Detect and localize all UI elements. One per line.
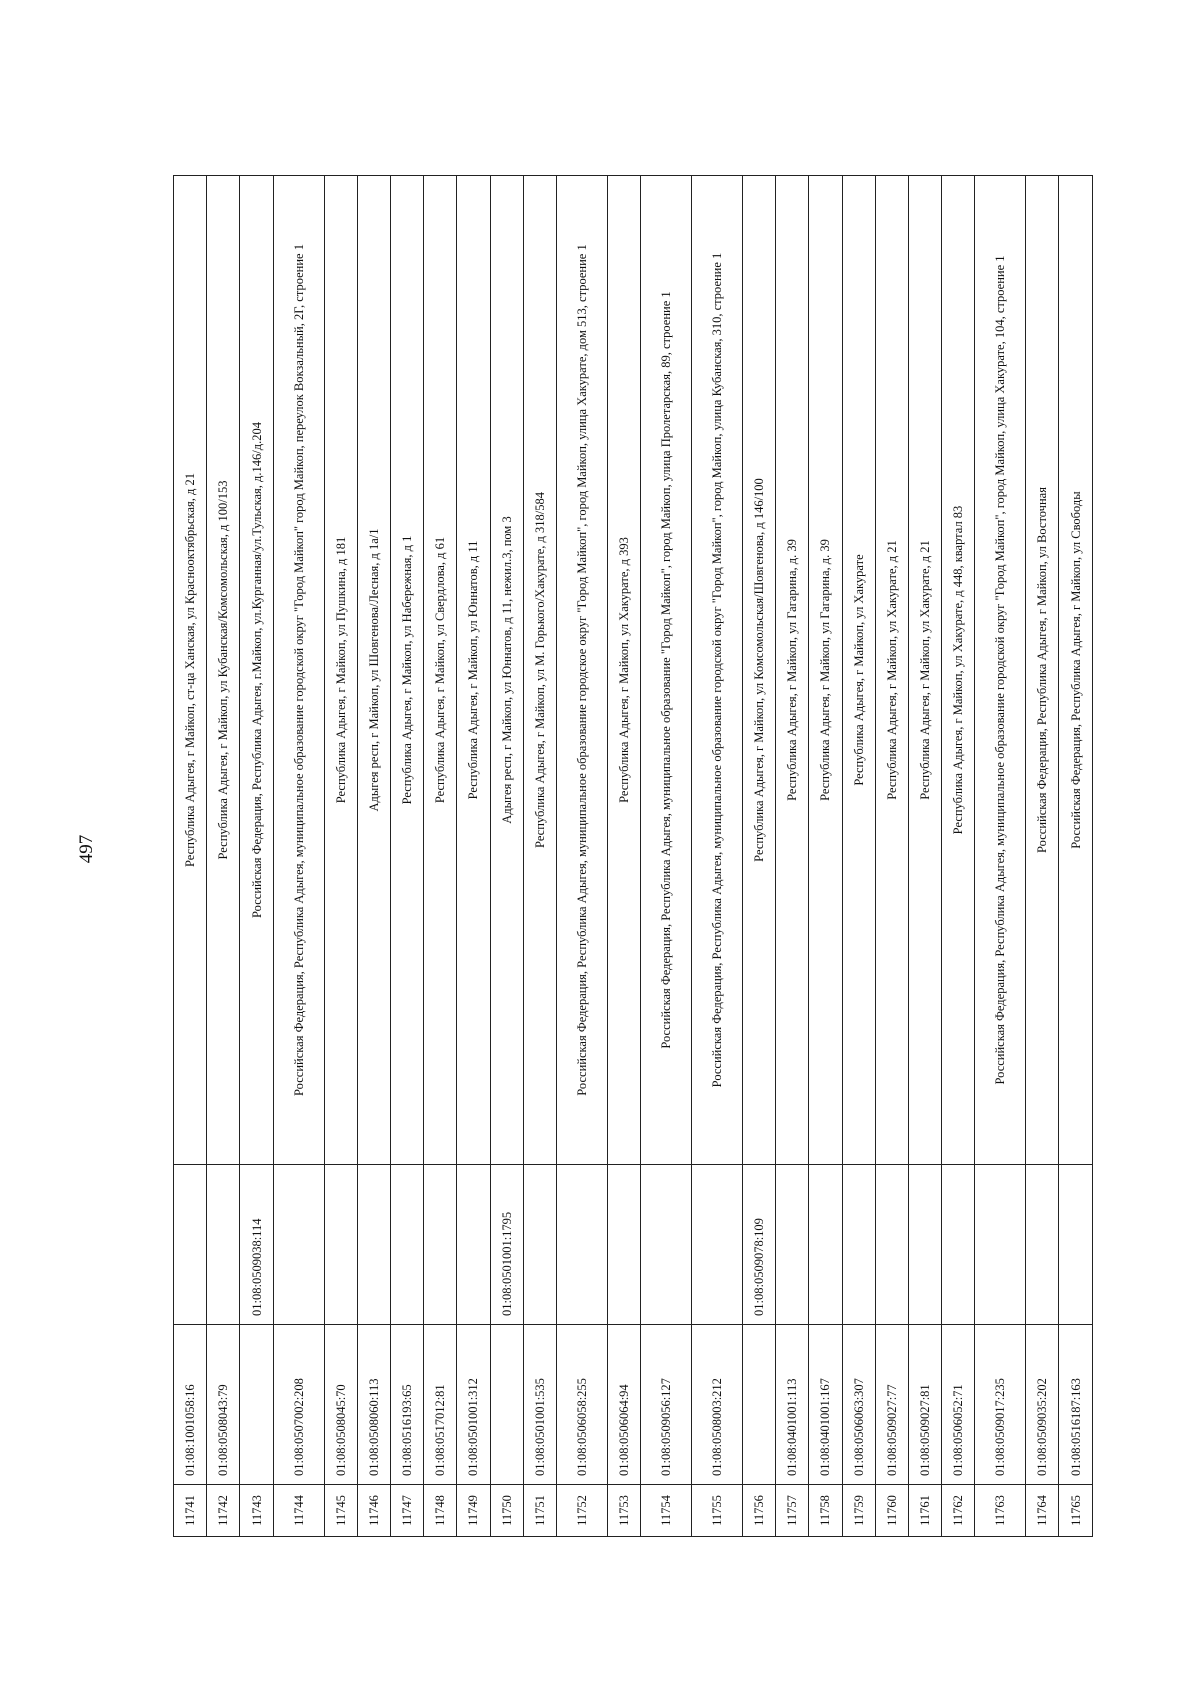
- row-number-cell: 11750: [490, 1485, 523, 1537]
- registry-table-body: [174, 176, 1093, 1537]
- parent-cadastral-number-cell: [942, 1165, 975, 1325]
- cadastral-number-cell: 01:08:0508060:113: [357, 1325, 390, 1485]
- parent-cadastral-number-cell: [908, 1165, 941, 1325]
- address-cell: Республика Адыгея, г Майкоп, ул Набережная, д 1: [390, 176, 423, 1165]
- row-number-cell: 11763: [975, 1485, 1026, 1537]
- address-cell: Республика Адыгея, г Майкоп, ул М. Горького/Хакурате, д 318/584: [523, 176, 556, 1165]
- parent-cadastral-number-cell: [207, 1165, 240, 1325]
- row-number-cell: 11743: [240, 1485, 273, 1537]
- table-row: [875, 176, 908, 1537]
- cadastral-number-cell: 01:08:0509027:81: [908, 1325, 941, 1485]
- parent-cadastral-number-cell: [424, 1165, 457, 1325]
- address-cell: Российская Федерация, Республика Адыгея, г.Майкоп, ул.Курганная/ул.Тульская, д.146/д.204: [240, 176, 273, 1165]
- row-number-cell: 11754: [641, 1485, 692, 1537]
- parent-cadastral-number-cell: [842, 1165, 875, 1325]
- address-cell: Республика Адыгея, г Майкоп, ул Хакурате, д 448, квартал 83: [942, 176, 975, 1165]
- cadastral-number-cell: 01:08:0501001:535: [523, 1325, 556, 1485]
- parent-cadastral-number-cell: [692, 1165, 743, 1325]
- parent-cadastral-number-cell: [324, 1165, 357, 1325]
- address-cell: Российская Федерация, Республика Адыгея, муниципальное образование "Город Майкоп", город Майкоп, улица Пролетарская, 89, строение 1: [641, 176, 692, 1165]
- row-number-cell: 11742: [207, 1485, 240, 1537]
- table-row: [556, 176, 607, 1537]
- address-cell: Республика Адыгея, г Майкоп, ул Хакурате, д 21: [875, 176, 908, 1165]
- cadastral-number-cell: 01:08:0509035:202: [1026, 1325, 1059, 1485]
- row-number-cell: 11747: [390, 1485, 423, 1537]
- parent-cadastral-number-cell: [390, 1165, 423, 1325]
- table-row: [357, 176, 390, 1537]
- address-cell: Российская Федерация, Республика Адыгея, муниципальное образование городской округ "Город Майкоп", город Майкоп, улица Хакурате, 104, строение 1: [975, 176, 1026, 1165]
- parent-cadastral-number-cell: [607, 1165, 640, 1325]
- cadastral-number-cell: 01:08:0506052:71: [942, 1325, 975, 1485]
- cadastral-number-cell: [490, 1325, 523, 1485]
- table-row: [273, 176, 324, 1537]
- cadastral-number-cell: 01:08:0506064:94: [607, 1325, 640, 1485]
- row-number-cell: 11746: [357, 1485, 390, 1537]
- cadastral-number-cell: 01:08:0401001:167: [809, 1325, 842, 1485]
- row-number-cell: 11762: [942, 1485, 975, 1537]
- address-cell: Республика Адыгея, г Майкоп, ул Хакурате, д 393: [607, 176, 640, 1165]
- table-row: [457, 176, 490, 1537]
- parent-cadastral-number-cell: [1026, 1165, 1059, 1325]
- address-cell: Российская Федерация, Республика Адыгея, г Майкоп, ул Восточная: [1026, 176, 1059, 1165]
- address-cell: Российская Федерация, Республика Адыгея, г Майкоп, ул Свободы: [1059, 176, 1093, 1165]
- table-row: [908, 176, 941, 1537]
- table-row: [240, 176, 273, 1537]
- row-number-cell: 11744: [273, 1485, 324, 1537]
- table-row: [1026, 176, 1059, 1537]
- row-number-cell: 11765: [1059, 1485, 1093, 1537]
- row-number-cell: 11756: [742, 1485, 775, 1537]
- cadastral-number-cell: 01:08:0506063:307: [842, 1325, 875, 1485]
- table-row: [776, 176, 809, 1537]
- parent-cadastral-number-cell: [875, 1165, 908, 1325]
- table-row: [641, 176, 692, 1537]
- table-row: [1059, 176, 1093, 1537]
- address-cell: Адыгея респ, г Майкоп, ул Юннатов, д 11, нежил.3, пом 3: [490, 176, 523, 1165]
- cadastral-number-cell: 01:08:0507002:208: [273, 1325, 324, 1485]
- cadastral-number-cell: 01:08:1001058:16: [174, 1325, 207, 1485]
- table-row: [207, 176, 240, 1537]
- table-row: [174, 176, 207, 1537]
- parent-cadastral-number-cell: [1059, 1165, 1093, 1325]
- registry-table-wrapper: [173, 176, 1093, 1537]
- page-number: 497: [76, 834, 97, 864]
- parent-cadastral-number-cell: [457, 1165, 490, 1325]
- parent-cadastral-number-cell: [174, 1165, 207, 1325]
- address-cell: Российская Федерация, Республика Адыгея, муниципальное образование городской округ "Город Майкоп", город Майкоп, улица Кубанская, 310, строение 1: [692, 176, 743, 1165]
- table-row: [742, 176, 775, 1537]
- cadastral-number-cell: 01:08:0509056:127: [641, 1325, 692, 1485]
- table-row: [975, 176, 1026, 1537]
- address-cell: Республика Адыгея, г Майкоп, ул Юннатов, д 11: [457, 176, 490, 1165]
- address-cell: Республика Адыгея, г Майкоп, ул Комсомольская/Шовгенова, д 146/100: [742, 176, 775, 1165]
- table-row: [490, 176, 523, 1537]
- row-number-cell: 11761: [908, 1485, 941, 1537]
- table-row: [424, 176, 457, 1537]
- cadastral-number-cell: 01:08:0401001:113: [776, 1325, 809, 1485]
- cadastral-number-cell: 01:08:0516187:163: [1059, 1325, 1093, 1485]
- parent-cadastral-number-cell: 01:08:0509078:109: [742, 1165, 775, 1325]
- row-number-cell: 11751: [523, 1485, 556, 1537]
- parent-cadastral-number-cell: [641, 1165, 692, 1325]
- row-number-cell: 11760: [875, 1485, 908, 1537]
- cadastral-number-cell: 01:08:0516193:65: [390, 1325, 423, 1485]
- registry-table: [173, 175, 1093, 1537]
- cadastral-number-cell: 01:08:0508045:70: [324, 1325, 357, 1485]
- row-number-cell: 11764: [1026, 1485, 1059, 1537]
- cadastral-number-cell: 01:08:0509017:235: [975, 1325, 1026, 1485]
- row-number-cell: 11755: [692, 1485, 743, 1537]
- address-cell: Российская Федерация, Республика Адыгея, муниципальное образование городское округ "Город Майкоп", город Майкоп, улица Хакурате, дом 513, строение 1: [556, 176, 607, 1165]
- cadastral-number-cell: 01:08:0508043:79: [207, 1325, 240, 1485]
- address-cell: Республика Адыгея, г Майкоп, ул Гагарина, д. 39: [809, 176, 842, 1165]
- address-cell: Республика Адыгея, г Майкоп, ул Свердлова, д 61: [424, 176, 457, 1165]
- parent-cadastral-number-cell: [975, 1165, 1026, 1325]
- row-number-cell: 11753: [607, 1485, 640, 1537]
- parent-cadastral-number-cell: [357, 1165, 390, 1325]
- table-row: [809, 176, 842, 1537]
- cadastral-number-cell: [742, 1325, 775, 1485]
- address-cell: Республика Адыгея, г Майкоп, ул Кубанская/Комсомольская, д 100/153: [207, 176, 240, 1165]
- row-number-cell: 11749: [457, 1485, 490, 1537]
- row-number-cell: 11759: [842, 1485, 875, 1537]
- cadastral-number-cell: 01:08:0509027:77: [875, 1325, 908, 1485]
- row-number-cell: 11745: [324, 1485, 357, 1537]
- parent-cadastral-number-cell: 01:08:0501001:1795: [490, 1165, 523, 1325]
- address-cell: Республика Адыгея, г Майкоп, ул Гагарина, д. 39: [776, 176, 809, 1165]
- table-row: [942, 176, 975, 1537]
- cadastral-number-cell: 01:08:0501001:312: [457, 1325, 490, 1485]
- cadastral-number-cell: 01:08:0506058:255: [556, 1325, 607, 1485]
- parent-cadastral-number-cell: [809, 1165, 842, 1325]
- table-row: [324, 176, 357, 1537]
- cadastral-number-cell: 01:08:0508003:212: [692, 1325, 743, 1485]
- address-cell: Республика Адыгея, г Майкоп, ул Хакурате, д 21: [908, 176, 941, 1165]
- parent-cadastral-number-cell: [273, 1165, 324, 1325]
- parent-cadastral-number-cell: [523, 1165, 556, 1325]
- parent-cadastral-number-cell: [776, 1165, 809, 1325]
- parent-cadastral-number-cell: [556, 1165, 607, 1325]
- table-row: [842, 176, 875, 1537]
- address-cell: Адыгея респ, г Майкоп, ул Шовгенова/Лесная, д 1а/1: [357, 176, 390, 1165]
- address-cell: Республика Адыгея, г Майкоп, ул Хакурате: [842, 176, 875, 1165]
- table-row: [390, 176, 423, 1537]
- address-cell: Российская Федерация, Республика Адыгея, муниципальное образование городской округ "Город Майкоп" город Майкоп, переулок Вокзальный, 2Г, строение 1: [273, 176, 324, 1165]
- table-row: [607, 176, 640, 1537]
- cadastral-number-cell: [240, 1325, 273, 1485]
- row-number-cell: 11757: [776, 1485, 809, 1537]
- row-number-cell: 11741: [174, 1485, 207, 1537]
- cadastral-number-cell: 01:08:0517012:81: [424, 1325, 457, 1485]
- row-number-cell: 11758: [809, 1485, 842, 1537]
- row-number-cell: 11752: [556, 1485, 607, 1537]
- table-row: [523, 176, 556, 1537]
- address-cell: Республика Адыгея, г Майкоп, ст-ца Ханская, ул Краснооктябрьская, д 21: [174, 176, 207, 1165]
- parent-cadastral-number-cell: 01:08:0509038:114: [240, 1165, 273, 1325]
- table-row: [692, 176, 743, 1537]
- row-number-cell: 11748: [424, 1485, 457, 1537]
- address-cell: Республика Адыгея, г Майкоп, ул Пушкина, д 181: [324, 176, 357, 1165]
